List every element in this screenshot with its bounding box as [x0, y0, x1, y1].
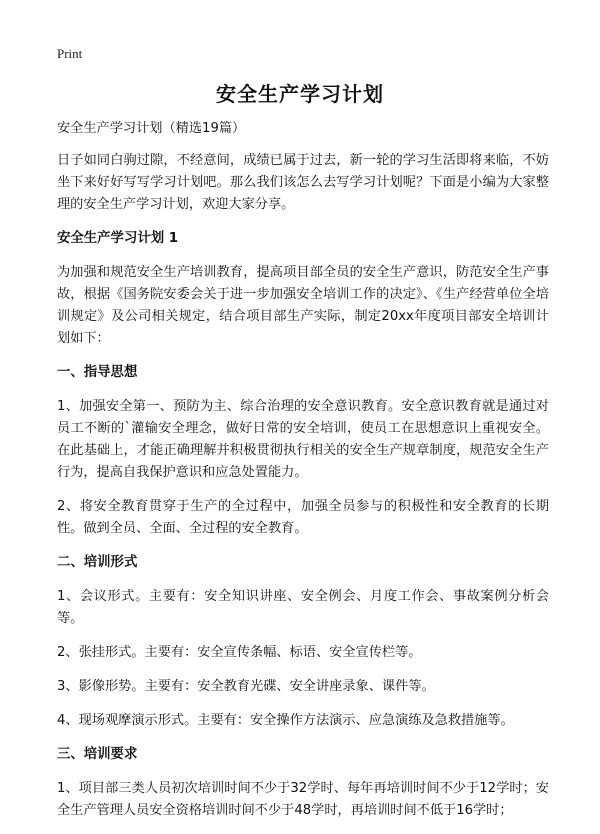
section2-heading: 二、培训形式 [57, 555, 138, 570]
plan1-heading: 安全生产学习计划 1 [57, 231, 179, 246]
section2-paragraph-1: 1、会议形式。主要有：安全知识讲座、安全例会、月度工作会、事故案例分析会等。 [57, 589, 549, 626]
section1-paragraph-1: 1、加强安全第一、预防为主、综合治理的安全意识教育。安全意识教育就是通过对员工不断的`灌输安全理念，做好日常的安全培训，使员工在思想意识上重视安全。在此基础上，才能正确理解并积极贯彻执行相关的安全生产规章制度，规范安全生产行为，提高自我保护意识和应急处置能力。 [57, 399, 549, 480]
section3-heading: 三、培训要求 [57, 747, 138, 762]
section2-paragraph-4: 4、现场观摩演示形式。主要有：安全操作方法演示、应急演练及急救措施等。 [57, 713, 514, 728]
section2-paragraph-3: 3、影像形势。主要有：安全教育光碟、安全讲座录象、课件等。 [57, 679, 435, 694]
section1-paragraph-2: 2、将安全教育贯穿于生产的全过程中，加强全员参与的积极性和安全教育的长期性。做到全员、全面、全过程的安全教育。 [57, 499, 549, 536]
intro-paragraph: 日子如同白驹过隙，不经意间，成绩已属于过去，新一轮的学习生活即将来临，不妨坐下来好好写写学习计划吧。那么我们该怎么去写学习计划呢？下面是小编为大家整理的安全生产学习计划，欢迎大家分享。 [57, 153, 549, 212]
document-body [57, 118, 549, 834]
section2-paragraph-2: 2、张挂形式。主要有：安全宣传条幅、标语、安全宣传栏等。 [57, 645, 422, 660]
section1-heading: 一、指导思想 [57, 365, 138, 380]
document-title: 安全生产学习计划 [216, 82, 384, 106]
section3-paragraph-1: 1、项目部三类人员初次培训时间不少于32学时、每年再培训时间不少于12学时；安全生产管理人员安全资格培训时间不少于48学时，再培训时间不低于16学时； [57, 781, 549, 818]
print-link[interactable]: Print [57, 46, 83, 61]
plan1-intro-paragraph: 为加强和规范安全生产培训教育，提高项目部全员的安全生产意识，防范安全生产事故，根据《国务院安委会关于进一步加强安全培训工作的决定》、《生产经营单位全培训规定》及公司相关规定，结合项目部生产实际，制定20xx年度项目部安全培训计划如下： [57, 265, 549, 346]
document-subtitle: 安全生产学习计划（精选19篇） [57, 121, 246, 136]
